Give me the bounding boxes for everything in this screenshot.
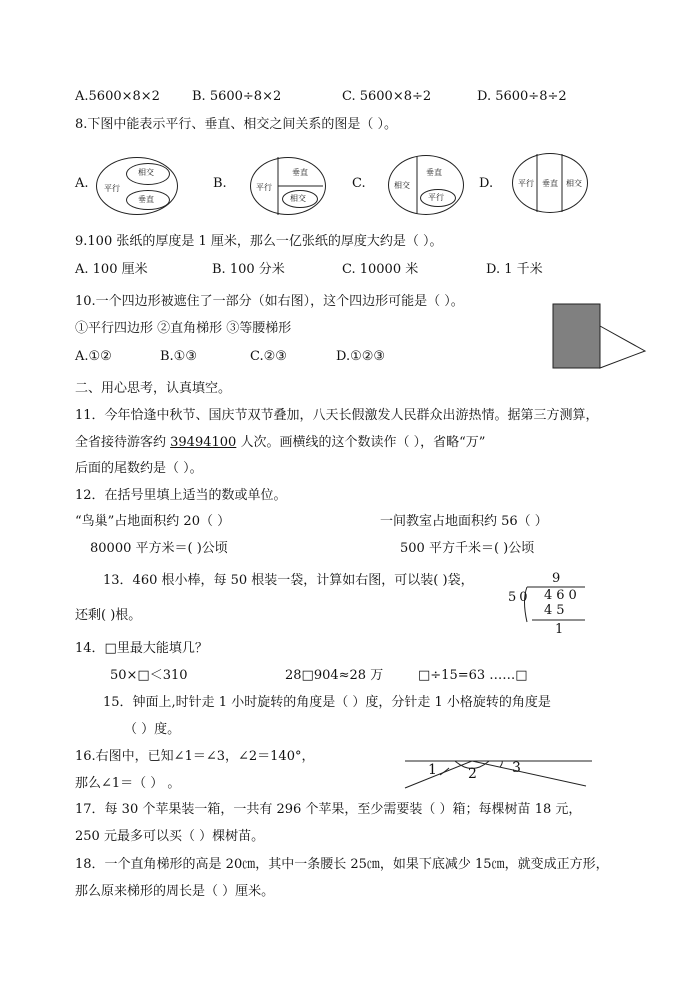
q8-a-text-2: 平行	[104, 184, 120, 193]
q10-statements: ①平行四边形 ②直角梯形 ③等腰梯形	[75, 321, 292, 336]
q11-line-2-post: 人次。画横线的这个数读作（ ），省略“万”	[236, 435, 486, 450]
q17-line-1: 17．每 30 个苹果装一箱，一共有 296 个苹果，至少需要装（ ）箱；每棵树苗 18 元，	[75, 802, 582, 817]
q8-a-text-3: 垂直	[138, 195, 154, 204]
q16-line-1: 16.右图中，已知∠1＝∠3，∠2＝140°，	[75, 749, 315, 764]
q9-option-c: C. 10000 米	[342, 262, 419, 277]
q16-line-2: 那么∠1＝（ ） 。	[75, 776, 181, 791]
q11-line-2	[75, 434, 485, 452]
q8-label-a: A.	[75, 176, 89, 191]
q14-item-a: 50×□＜310	[110, 668, 188, 683]
q11-line-3: 后面的尾数约是（ ）。	[75, 461, 203, 476]
q11-underlined-number: 39494100	[170, 435, 237, 450]
q8-a-text-1: 相交	[138, 168, 154, 177]
q8-d-text-3: 相交	[566, 179, 582, 188]
q8-c-text-1: 垂直	[426, 168, 442, 177]
q8-c-text-3: 平行	[428, 193, 444, 202]
q15-line-2: （ ）度。	[124, 722, 181, 737]
q7-option-a: A.5600×8×2	[75, 89, 160, 104]
q7-option-d: D. 5600÷8÷2	[477, 89, 567, 104]
q16-angle-label-1: 1	[428, 762, 437, 778]
q13-div-divisor: 50	[508, 590, 531, 605]
q8-c-text-2: 相交	[394, 181, 410, 190]
q8-d-text-1: 平行	[518, 179, 534, 188]
q13-div-dividend: 460	[544, 588, 581, 603]
q16-angle-label-2: 2	[468, 766, 477, 782]
section-2-heading: 二、用心思考，认真填空。	[75, 381, 232, 396]
q12-item-b: 一间教室占地面积约 56（ ）	[380, 514, 548, 529]
q12-item-d: 500 平方千米＝( )公顷	[400, 541, 535, 556]
q11-line-1: 11．今年恰逢中秋节、国庆节双节叠加，八天长假激发人民群众出游热情。据第三方测算，	[75, 408, 599, 423]
q10-option-b: B.①③	[160, 349, 197, 364]
q15-line-1: 15．钟面上,时针走 1 小时旋转的角度是（ ）度，分针走 1 小格旋转的角度是	[103, 695, 551, 710]
q12-item-a: “鸟巢”占地面积约 20（ ）	[75, 514, 231, 529]
q8-b-text-3: 相交	[290, 194, 306, 203]
q18-line-2: 那么原来梯形的周长是（ ）厘米。	[75, 884, 275, 899]
q13-div-remainder: 1	[555, 622, 564, 637]
q11-line-2-pre: 全省接待游客约	[75, 435, 171, 450]
q8-question: 8.下图中能表示平行、垂直、相交之间关系的图是（ ）。	[75, 117, 398, 132]
q8-label-c: C.	[352, 176, 366, 191]
q8-label-d: D.	[479, 176, 494, 191]
q7-option-c: C. 5600×8÷2	[342, 89, 432, 104]
q10-option-c: C.②③	[250, 349, 287, 364]
q14-item-c: □÷15=63 ……□	[418, 668, 528, 683]
q8-b-text-2: 平行	[256, 183, 272, 192]
q13-line-1: 13．460 根小棒，每 50 根装一袋，计算如右图，可以装( )袋，	[103, 573, 474, 588]
q18-line-1: 18．一个直角梯形的高是 20㎝，其中一条腰长 25㎝，如果下底减少 15㎝，就变成正方形，	[75, 857, 609, 872]
q9-option-a: A. 100 厘米	[75, 262, 148, 277]
q13-line-2: 还剩( )根。	[75, 608, 142, 623]
q8-d-text-2: 垂直	[542, 179, 558, 188]
q7-option-b: B. 5600÷8×2	[192, 89, 282, 104]
q13-div-quotient: 9	[552, 571, 561, 586]
q17-line-2: 250 元最多可以买（ ）棵树苗。	[75, 829, 265, 844]
q10-option-a: A.①②	[75, 349, 112, 364]
q10-question: 10.一个四边形被遮住了一部分（如右图），这个四边形可能是（ ）。	[75, 294, 464, 309]
q16-angle-figure	[0, 0, 1, 1]
q12-title: 12．在括号里填上适当的数或单位。	[75, 488, 287, 503]
q9-option-b: B. 100 分米	[212, 262, 285, 277]
q14-item-b: 28□904≈28 万	[285, 668, 384, 683]
q9-question: 9.100 张纸的厚度是 1 厘米，那么一亿张纸的厚度大约是（ ）。	[75, 234, 443, 249]
q10-option-d: D.①②③	[336, 349, 386, 364]
q14-title: 14．□里最大能填几？	[75, 641, 208, 656]
q8-b-text-1: 垂直	[292, 168, 308, 177]
q13-div-product: 45	[544, 603, 569, 618]
q8-label-b: B.	[213, 176, 227, 191]
q9-option-d: D. 1 千米	[486, 262, 543, 277]
q12-item-c: 80000 平方米＝( )公顷	[90, 541, 228, 556]
q16-angle-label-3: 3	[512, 760, 521, 776]
